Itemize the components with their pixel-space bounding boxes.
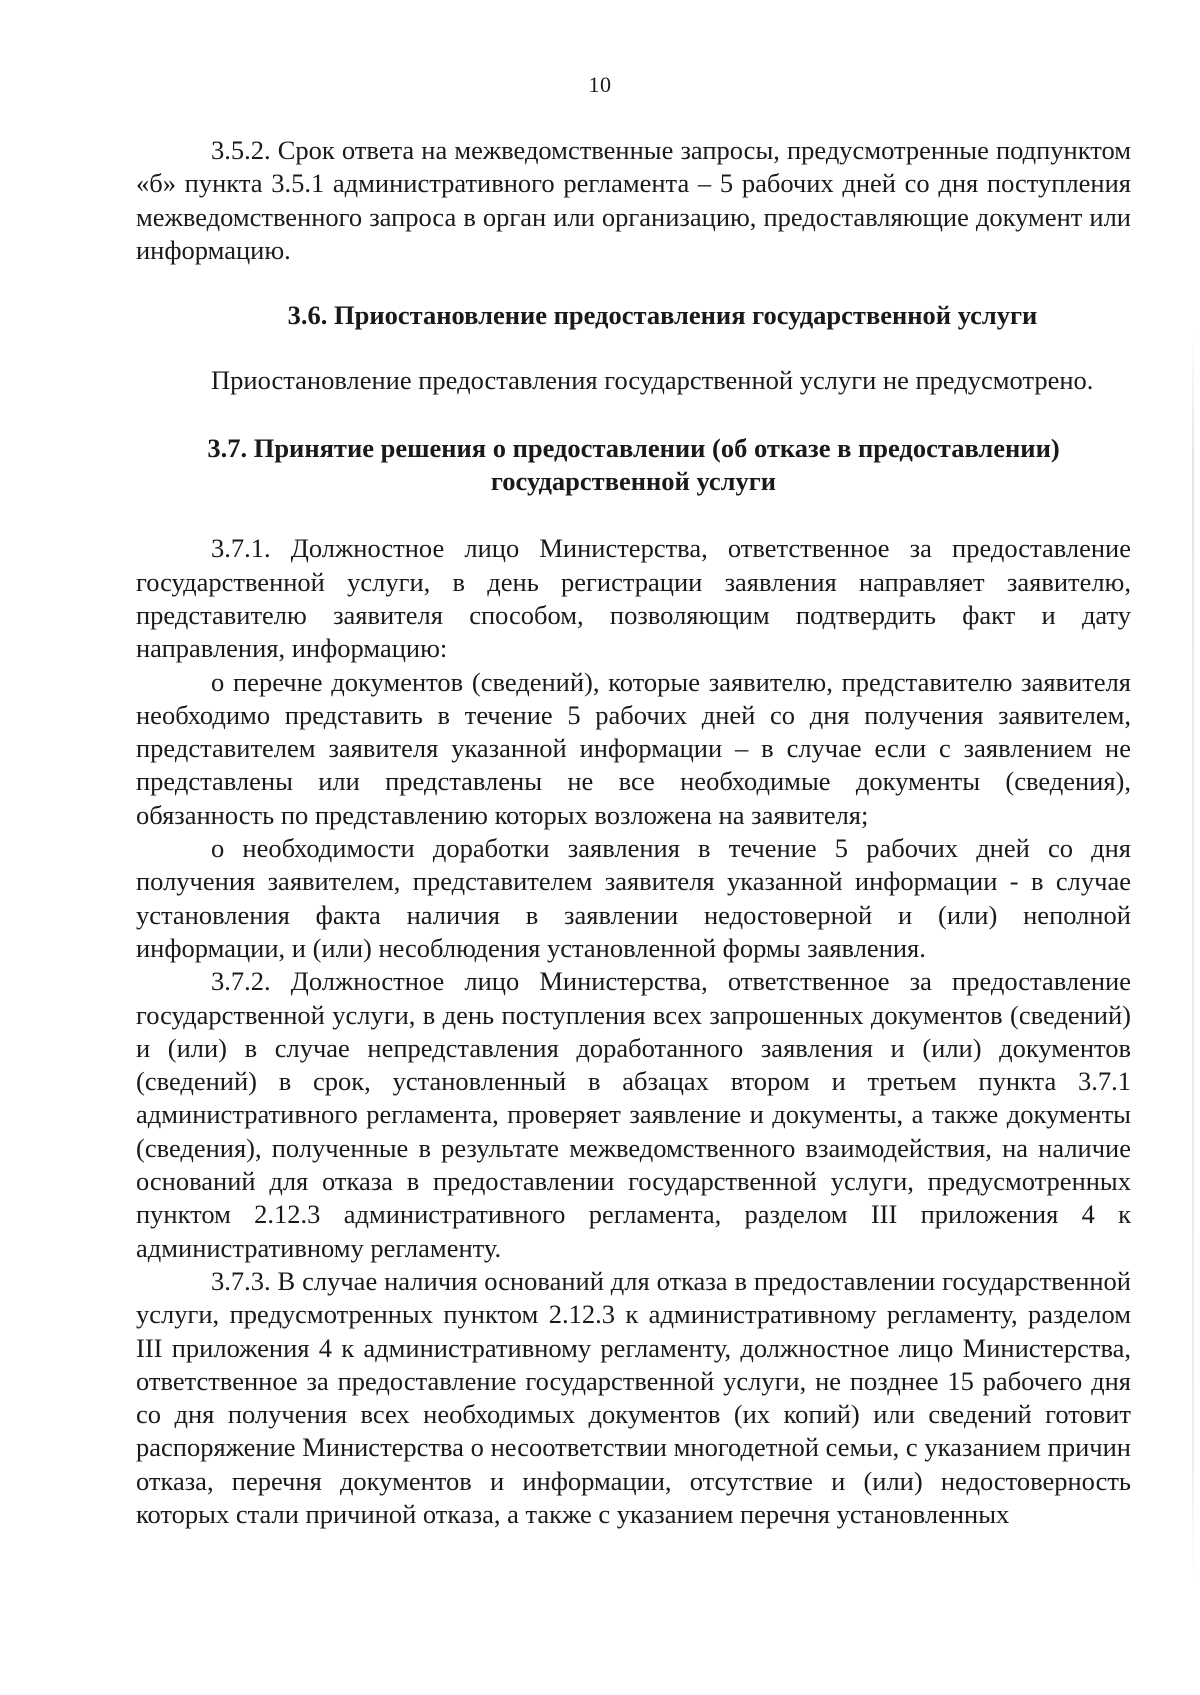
paragraph-3-7-1-item-revision: о необходимости доработки заявления в течение 5 рабочих дней со дня получения заявителем, представителем заявителя указанной информации - в случае установления факта наличия в заявлении недостоверной и (или) неполной информации, и (или) несоблюдения установленной формы заявления. [136,833,1131,963]
page-number: 10 [588,72,612,97]
section-heading-3-7: 3.7. Принятие решения о предоставлении (об отказе в предоставлении) государственной услуги [207,432,1060,497]
paragraph-3-7-1: 3.7.1. Должностное лицо Министерства, ответственное за предоставление государственной услуги, в день регистрации заявления направляет заявителю, представителю заявителя способом, позволяющим подтвердить факт и дату направления, информацию: [136,533,1131,664]
paragraph-3-7-2: 3.7.2. Должностное лицо Министерства, ответственное за предоставление государственной услуги, в день поступления всех запрошенных документов (сведений) и (или) в случае непредставления доработанного заявления и (или) документов (сведений) в срок, установленный в абзацах втором и третьем пункта 3.7.1 административного регламента, проверяет заявление и документы, а также документы (сведения), полученные в результате межведомственного взаимодействия, на наличие оснований для отказа в предоставлении государственной услуги, предусмотренных пунктом 2.12.3 административного регламента, разделом III приложения 4 к административному регламенту. [136,966,1131,1263]
document-body [136,134,1131,1531]
paragraph-3-6: Приостановление предоставления государственной услуги не предусмотрено. [211,365,1094,396]
scan-edge-shadow [1192,330,1194,1580]
section-heading-3-6: 3.6. Приостановление предоставления государственной услуги [287,300,1038,331]
paragraph-3-5-2: 3.5.2. Срок ответа на межведомственные запросы, предусмотренные подпунктом «б» пункта 3.5.1 административного регламента – 5 рабочих дней со дня поступления межведомственного запроса в орган или организацию, предоставляющие документ или информацию. [136,135,1131,265]
paragraph-3-7-1-item-documents: о перечне документов (сведений), которые заявителю, представителю заявителя необходимо представить в течение 5 рабочих дней со дня получения заявителем, представителем заявителя указанной информации – в случае если с заявлением не представлены или представлены не все необходимые документы (сведения), обязанность по представлению которых возложена на заявителя; [136,666,1131,830]
paragraph-3-7-3: 3.7.3. В случае наличия оснований для отказа в предоставлении государственной услуги, предусмотренных пунктом 2.12.3 к административному регламенту, разделом III приложения 4 к административному регламенту, должностное лицо Министерства, ответственное за предоставление государственной услуги, не позднее 15 рабочего дня со дня получения всех необходимых документов (их копий) или сведений готовит распоряжение Министерства о несоответствии многодетной семьи, с указанием причин отказа, перечня документов и информации, отсутствие и (или) недостоверность которых стали причиной отказа, а также с указанием перечня установленных [136,1265,1131,1529]
